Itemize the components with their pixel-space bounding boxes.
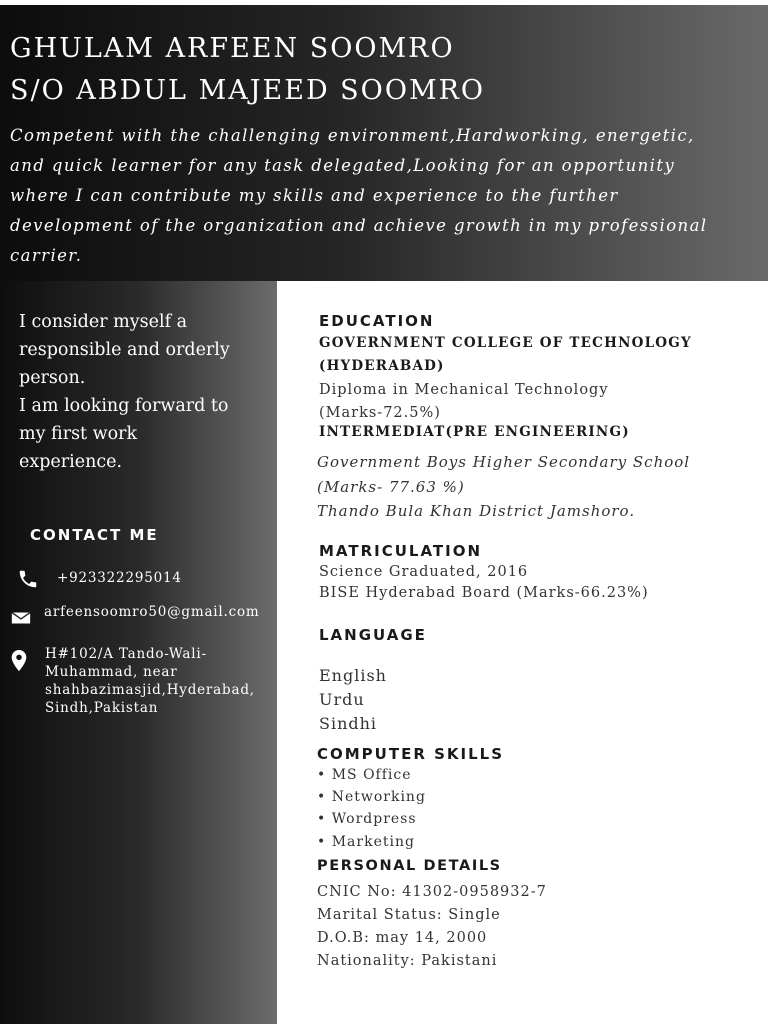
about-me [19, 308, 269, 476]
school-marks: (Marks- 77.63 %) [317, 478, 465, 496]
about-line: experience. [19, 452, 123, 472]
summary-line: development of the organization and achieve growth in my professional [10, 216, 708, 235]
address-line: H#102/A Tando-Wali- [45, 646, 207, 662]
sidebar [0, 281, 277, 1024]
email-address[interactable]: arfeensoomro50@gmail.com [44, 604, 260, 620]
language-item: English [319, 666, 387, 685]
location-pin-icon [8, 649, 30, 671]
diploma-marks: (Marks-72.5%) [319, 405, 441, 421]
skill-item: • Networking [317, 789, 426, 805]
envelope-icon [10, 607, 32, 629]
college-name: GOVERNMENT COLLEGE OF TECHNOLOGY [319, 335, 692, 351]
diploma-title: Diploma in Mechanical Technology [319, 382, 609, 398]
about-line: I am looking forward to [19, 396, 229, 416]
address-line: Sindh,Pakistan [45, 700, 159, 716]
personal-item: Nationality: Pakistani [317, 953, 498, 969]
personal-item: Marital Status: Single [317, 907, 501, 923]
summary-line: Competent with the challenging environment,Hardworking, energetic, [10, 126, 695, 145]
about-line: my first work [19, 424, 138, 444]
phone-number[interactable]: +923322295014 [57, 570, 182, 586]
resume-header [0, 5, 768, 281]
skill-item: • Marketing [317, 834, 415, 850]
skill-item: • Wordpress [317, 811, 417, 827]
intermediate-heading: INTERMEDIAT(PRE ENGINEERING) [319, 424, 630, 440]
address [45, 645, 255, 717]
about-line: person. [19, 368, 86, 388]
address-line: Muhammad, near [45, 664, 178, 680]
summary-line: where I can contribute my skills and experience to the further [10, 186, 619, 205]
about-line: I consider myself a [19, 312, 188, 332]
parent-name: S/O ABDUL MAJEED SOOMRO [10, 75, 486, 106]
personal-item: CNIC No: 41302-0958932-7 [317, 884, 547, 900]
personal-item: D.O.B: may 14, 2000 [317, 930, 488, 946]
summary-line: and quick learner for any task delegated,Looking for an opportunity [10, 156, 676, 175]
education-heading: EDUCATION [319, 312, 435, 330]
personal-details-heading: PERSONAL DETAILS [317, 858, 502, 874]
school-location: Thando Bula Khan District Jamshoro. [317, 502, 636, 520]
career-summary [10, 121, 768, 271]
matriculation-line: Science Graduated, 2016 [319, 564, 529, 580]
phone-icon [17, 568, 39, 590]
language-item: Urdu [319, 690, 365, 709]
summary-line: carrier. [10, 246, 83, 265]
college-city: (HYDERABAD) [319, 358, 445, 374]
matriculation-heading: MATRICULATION [319, 542, 483, 560]
school-name: Government Boys Higher Secondary School [317, 453, 691, 471]
contact-heading: CONTACT ME [30, 526, 159, 544]
language-heading: LANGUAGE [319, 626, 427, 644]
address-line: shahbazimasjid,Hyderabad, [45, 682, 255, 698]
matriculation-board: BISE Hyderabad Board (Marks-66.23%) [319, 585, 649, 601]
language-item: Sindhi [319, 714, 378, 733]
full-name: GHULAM ARFEEN SOOMRO [10, 33, 455, 64]
about-line: responsible and orderly [19, 340, 230, 360]
computer-skills-heading: COMPUTER SKILLS [317, 745, 505, 763]
skill-item: • MS Office [317, 767, 412, 783]
